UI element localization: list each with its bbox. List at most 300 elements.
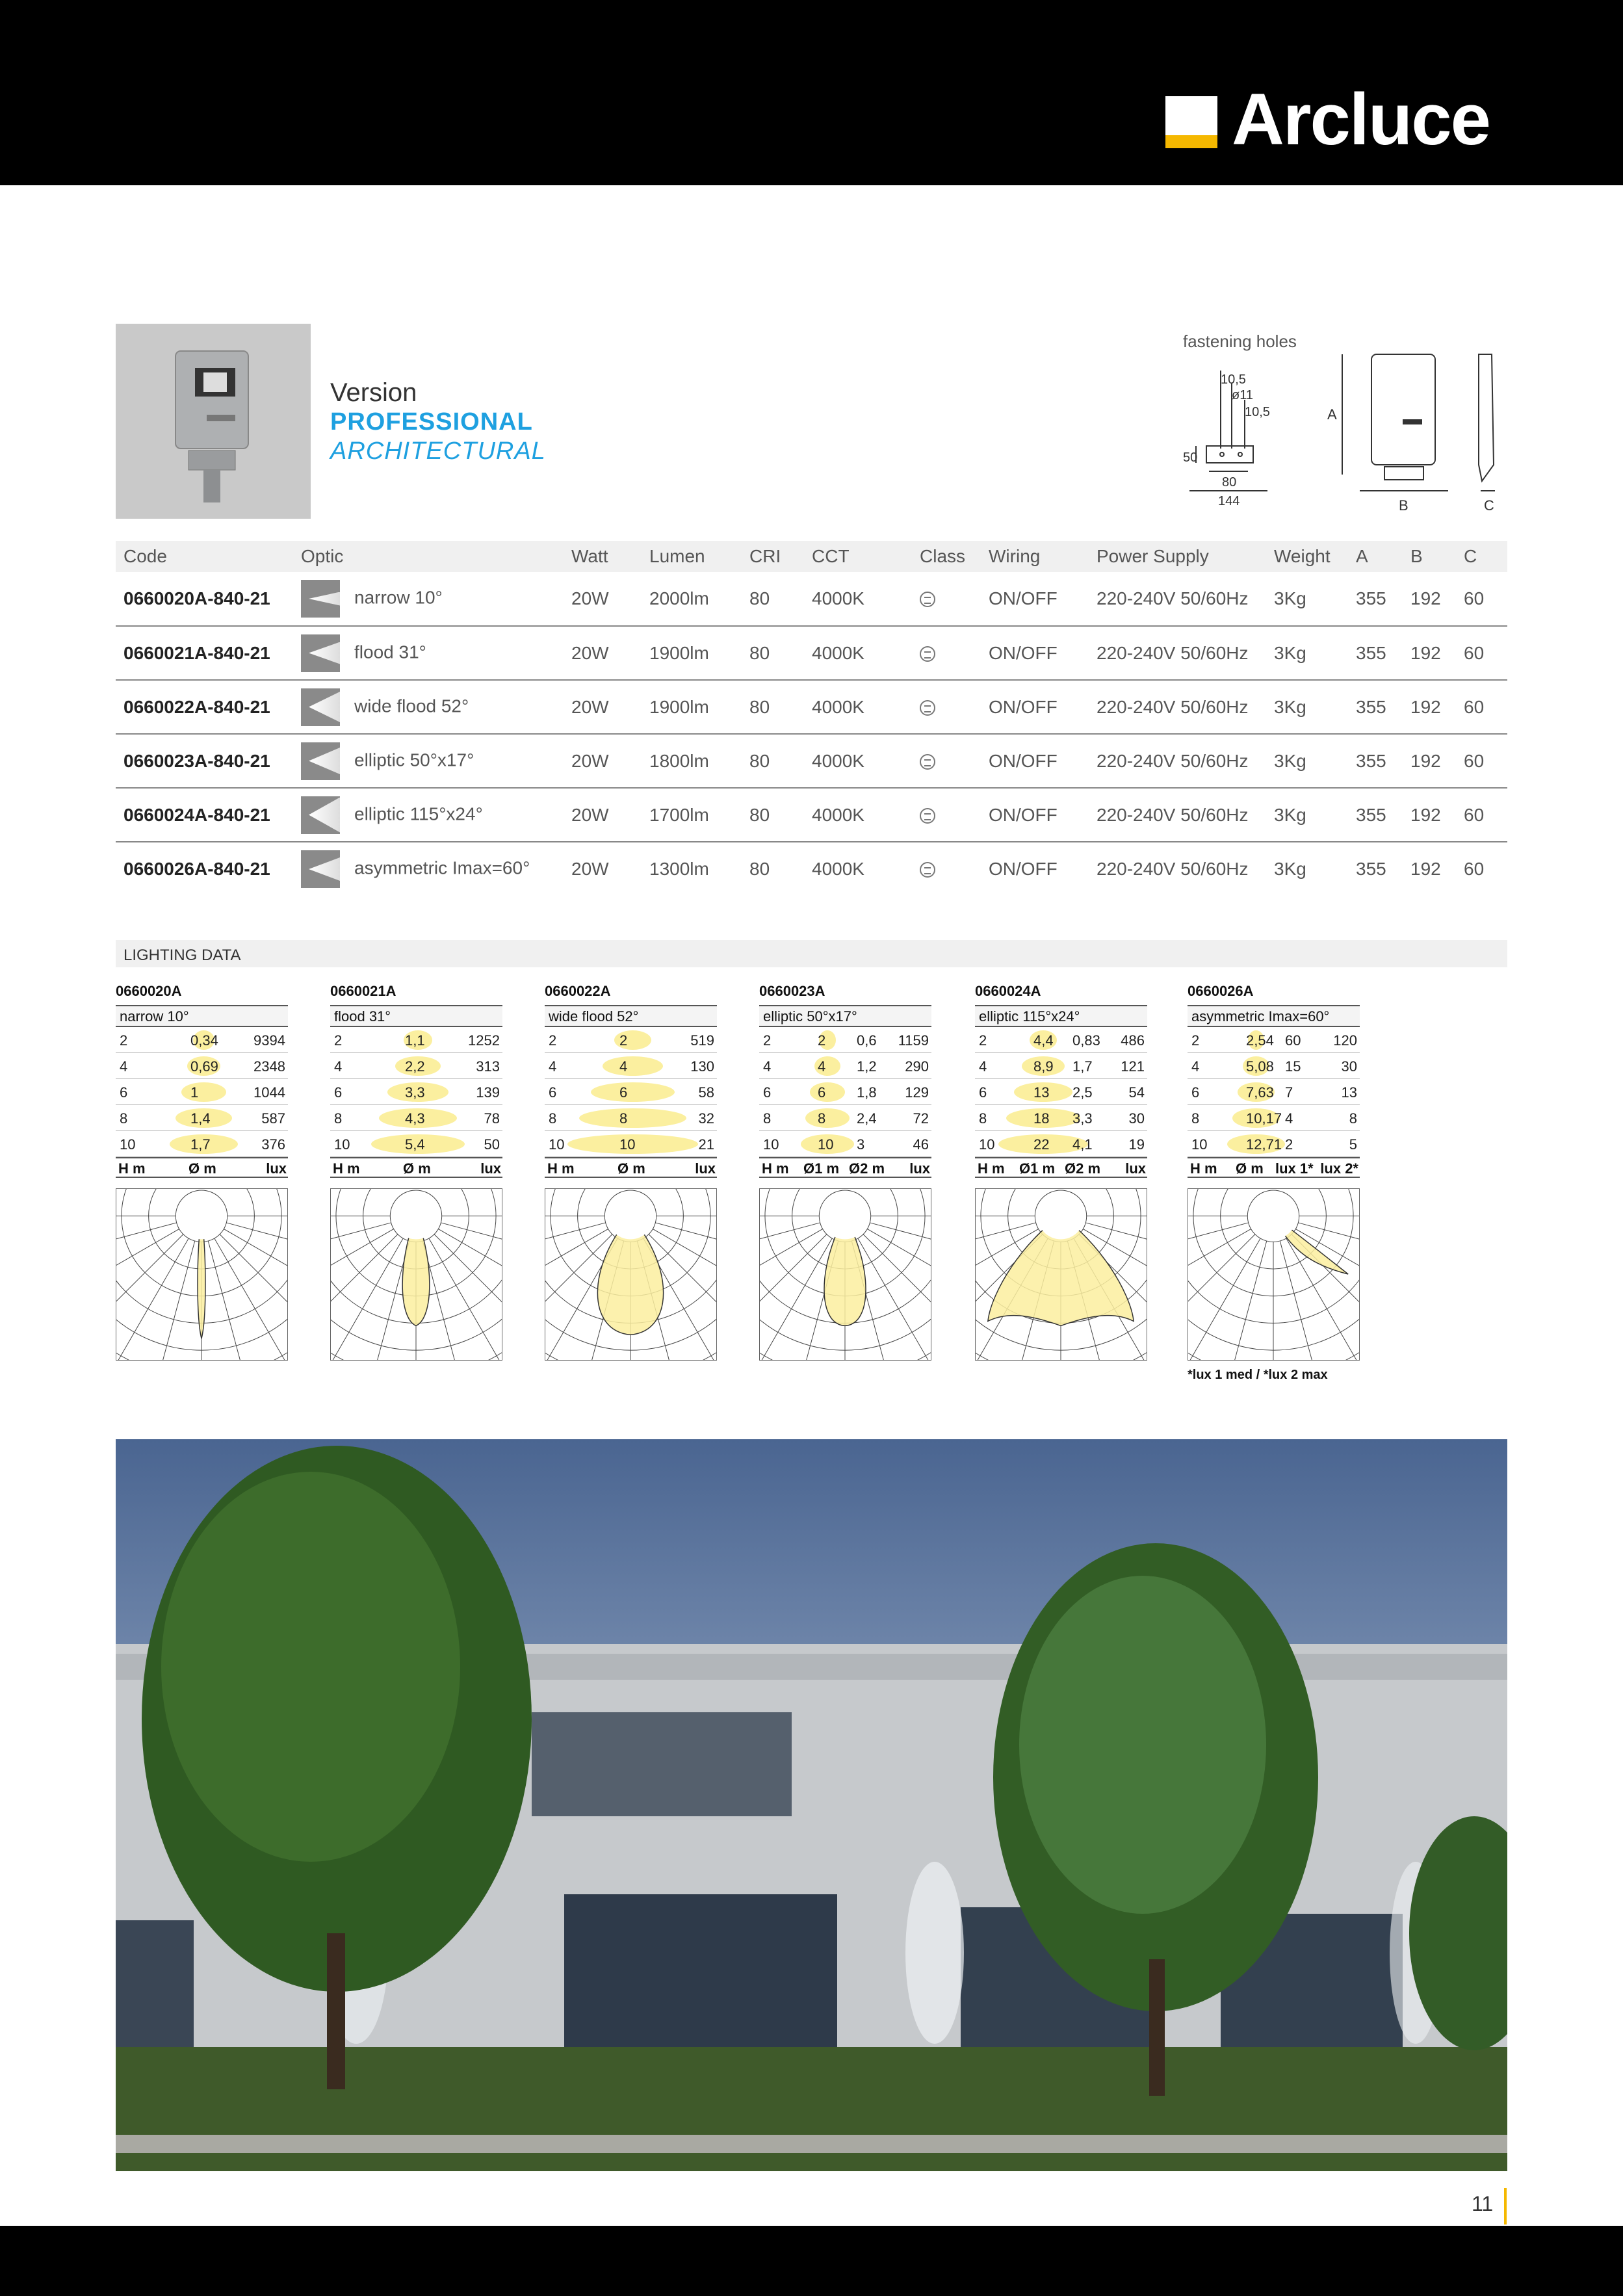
lighting-row	[975, 1131, 1147, 1157]
lighting-block	[975, 983, 1147, 1364]
lighting-value: 2,4	[857, 1110, 877, 1127]
lighting-code: 0660023A	[759, 983, 825, 999]
col-header: Wiring	[981, 541, 1089, 572]
lighting-row	[116, 1079, 288, 1105]
lighting-unit-label: H m	[333, 1160, 360, 1177]
table-row	[116, 788, 1507, 842]
power-cell: 220-240V 50/60Hz	[1089, 734, 1266, 788]
lighting-value: 130	[690, 1058, 714, 1075]
class-cell	[912, 734, 981, 788]
cct-cell: 4000K	[804, 572, 912, 626]
a-cell: 355	[1348, 626, 1403, 680]
col-header: CCT	[804, 541, 912, 572]
class-cell	[912, 842, 981, 896]
lighting-row	[330, 1079, 502, 1105]
beam-shape	[591, 1082, 675, 1102]
optic-label: asymmetric Imax=60°	[354, 857, 530, 878]
cri-cell: 80	[742, 680, 804, 734]
col-header: A	[1348, 541, 1403, 572]
lighting-value: 2,54	[1246, 1032, 1274, 1049]
lighting-row	[975, 1053, 1147, 1079]
optic-icon	[301, 850, 340, 888]
earth-class-icon	[920, 862, 935, 878]
lighting-unit-label: H m	[762, 1160, 789, 1177]
lighting-value: 6	[979, 1084, 987, 1101]
earth-class-icon	[920, 754, 935, 770]
cct-cell: 4000K	[804, 734, 912, 788]
col-header: B	[1403, 541, 1456, 572]
weight-cell: 3Kg	[1266, 572, 1348, 626]
lighting-value: 4	[619, 1058, 628, 1075]
b-cell: 192	[1410, 859, 1441, 879]
lighting-unit-label: lux 2*	[1320, 1160, 1358, 1177]
lux-footnote: *lux 1 med / *lux 2 max	[1188, 1368, 1328, 1382]
lighting-value: 4,1	[1072, 1136, 1093, 1153]
product-code: 0660024A-840-21	[116, 788, 293, 842]
lighting-footer	[759, 1157, 931, 1178]
lighting-row	[1188, 1131, 1360, 1157]
lighting-unit-label: Ø m	[1236, 1160, 1264, 1177]
table-row	[116, 626, 1507, 680]
beam-shape	[603, 1056, 663, 1076]
lighting-row	[330, 1027, 502, 1053]
lighting-value: 4	[120, 1058, 128, 1075]
optic-icon	[301, 580, 340, 618]
version-architectural: ARCHITECTURAL	[330, 437, 546, 465]
lighting-value: 376	[261, 1136, 285, 1153]
lighting-unit-label: H m	[978, 1160, 1005, 1177]
lighting-value: 0,6	[857, 1032, 877, 1049]
lighting-block	[1188, 983, 1360, 1364]
lighting-value: 8	[818, 1110, 826, 1127]
table-row	[116, 680, 1507, 734]
lighting-value: 1,4	[190, 1110, 211, 1127]
lighting-value: 6	[763, 1084, 772, 1101]
fastening-holes-caption: fastening holes	[1183, 332, 1297, 351]
col-header: Class	[912, 541, 981, 572]
optic-cell	[293, 626, 564, 680]
lighting-value: 2,5	[1072, 1084, 1093, 1101]
lighting-footer	[116, 1157, 288, 1178]
lighting-value: 10	[549, 1136, 565, 1153]
optic-icon	[301, 634, 340, 672]
dim-width-2: 144	[1218, 494, 1240, 508]
lighting-value: 10	[334, 1136, 350, 1153]
beam-shape	[181, 1082, 226, 1102]
lighting-value: 9394	[253, 1032, 285, 1049]
lighting-optic-name: flood 31°	[330, 1005, 502, 1027]
lighting-footer	[1188, 1157, 1360, 1178]
brand-logo	[1165, 79, 1555, 160]
technical-drawing	[1176, 351, 1514, 520]
class-cell	[912, 626, 981, 680]
weight-cell: 3Kg	[1266, 626, 1348, 680]
lighting-unit-label: lux	[1125, 1160, 1146, 1177]
c-cell: 60	[1456, 626, 1507, 680]
optic-icon	[301, 688, 340, 726]
lighting-unit-label: Ø1 m	[803, 1160, 840, 1177]
lighting-unit-label: Ø2 m	[849, 1160, 885, 1177]
lighting-value: 587	[261, 1110, 285, 1127]
watt-cell: 20W	[564, 788, 642, 842]
lighting-footer	[975, 1157, 1147, 1178]
lumen-cell: 1300lm	[649, 859, 709, 879]
lighting-value: 6	[334, 1084, 343, 1101]
lighting-row	[116, 1131, 288, 1157]
lumen-cell: 1800lm	[642, 734, 742, 788]
dim-a: A	[1327, 406, 1337, 423]
lighting-value: 10	[619, 1136, 636, 1153]
optic-label: flood 31°	[354, 641, 426, 662]
lighting-value: 313	[476, 1058, 500, 1075]
lighting-value: 10	[818, 1136, 834, 1153]
product-code: 0660020A-840-21	[116, 572, 293, 626]
product-spec-table	[116, 541, 1507, 896]
lighting-value: 4	[763, 1058, 772, 1075]
lighting-value: 18	[1033, 1110, 1050, 1127]
installation-photo	[116, 1439, 1507, 2171]
lighting-block	[330, 983, 502, 1364]
lighting-value: 2,2	[405, 1058, 425, 1075]
beam-shape	[810, 1082, 845, 1102]
product-code: 0660022A-840-21	[116, 680, 293, 734]
lighting-value: 8	[619, 1110, 628, 1127]
col-header: CRI	[742, 541, 804, 572]
lighting-row	[116, 1053, 288, 1079]
col-header: Watt	[564, 541, 642, 572]
lighting-row	[116, 1105, 288, 1131]
dim-2: ø11	[1232, 388, 1253, 402]
lighting-unit-label: lux	[480, 1160, 501, 1177]
lighting-block	[545, 983, 717, 1364]
lighting-value: 3,3	[1072, 1110, 1093, 1127]
dim-1: 10,5	[1221, 372, 1246, 387]
dim-3: 10,5	[1245, 405, 1270, 419]
lighting-optic-name: elliptic 50°x17°	[759, 1005, 931, 1027]
lighting-value: 1,1	[405, 1032, 425, 1049]
lighting-row	[759, 1027, 931, 1053]
col-header: Optic	[293, 541, 564, 572]
lighting-unit-label: H m	[547, 1160, 575, 1177]
lighting-value: 4,4	[1033, 1032, 1054, 1049]
lighting-value: 2	[979, 1032, 987, 1049]
table-row	[116, 734, 1507, 788]
table-row	[116, 572, 1507, 626]
lighting-value: 8,9	[1033, 1058, 1054, 1075]
beam-shape	[579, 1108, 686, 1128]
cri-cell: 80	[742, 626, 804, 680]
b-cell: 192	[1403, 788, 1456, 842]
lighting-data-title: LIGHTING DATA	[116, 940, 1507, 967]
watt-cell: 20W	[564, 680, 642, 734]
lighting-value: 72	[913, 1110, 929, 1127]
lighting-value: 6	[549, 1084, 557, 1101]
polar-diagram	[545, 1188, 717, 1361]
c-cell: 60	[1456, 680, 1507, 734]
product-code: 0660021A-840-21	[116, 626, 293, 680]
a-cell: 355	[1348, 680, 1403, 734]
lighting-row	[759, 1131, 931, 1157]
polar-diagram	[330, 1188, 502, 1361]
lighting-value: 290	[905, 1058, 929, 1075]
lighting-value: 50	[484, 1136, 500, 1153]
beam-shape	[805, 1108, 850, 1128]
weight-cell: 3Kg	[1266, 734, 1348, 788]
lighting-unit-label: H m	[118, 1160, 146, 1177]
lighting-value: 2	[1285, 1136, 1293, 1153]
weight-cell: 3Kg	[1266, 680, 1348, 734]
b-cell: 192	[1403, 626, 1456, 680]
lighting-value: 8	[763, 1110, 772, 1127]
lighting-value: 6	[120, 1084, 128, 1101]
lighting-value: 12,71	[1246, 1136, 1282, 1153]
table-row	[116, 842, 1507, 896]
lighting-value: 6	[619, 1084, 628, 1101]
lighting-value: 2	[120, 1032, 128, 1049]
lighting-value: 1,2	[857, 1058, 877, 1075]
a-cell: 355	[1356, 859, 1386, 879]
lighting-value: 1159	[898, 1032, 929, 1049]
lighting-value: 1044	[253, 1084, 285, 1101]
lighting-value: 21	[698, 1136, 714, 1153]
power-cell: 220-240V 50/60Hz	[1089, 788, 1266, 842]
lighting-value: 2	[549, 1032, 557, 1049]
lighting-value: 4	[1285, 1110, 1293, 1127]
lighting-value: 519	[690, 1032, 714, 1049]
c-cell: 60	[1456, 572, 1507, 626]
lighting-code: 0660020A	[116, 983, 182, 999]
c-cell: 60	[1456, 734, 1507, 788]
lighting-value: 3	[857, 1136, 865, 1153]
logo-mark-icon	[1165, 96, 1217, 148]
header-bar	[0, 0, 1623, 185]
lighting-value: 120	[1333, 1032, 1357, 1049]
optic-label: elliptic 115°x24°	[354, 803, 483, 824]
lighting-row	[759, 1053, 931, 1079]
lighting-value: 46	[913, 1136, 929, 1153]
lighting-value: 4	[549, 1058, 557, 1075]
b-cell: 192	[1403, 572, 1456, 626]
lighting-optic-name: asymmetric Imax=60°	[1188, 1005, 1360, 1027]
col-header: Lumen	[642, 541, 742, 572]
lighting-value: 4	[979, 1058, 987, 1075]
lighting-value: 6	[1191, 1084, 1200, 1101]
watt-cell: 20W	[564, 734, 642, 788]
polar-diagram	[975, 1188, 1147, 1361]
lighting-value: 1	[190, 1084, 199, 1101]
lighting-row	[1188, 1053, 1360, 1079]
optic-cell	[293, 734, 564, 788]
lighting-block	[116, 983, 288, 1364]
optic-cell	[293, 788, 564, 842]
lighting-value: 10	[1191, 1136, 1208, 1153]
c-cell: 60	[1456, 788, 1507, 842]
lighting-value: 0,69	[190, 1058, 218, 1075]
lighting-value: 1,7	[1072, 1058, 1093, 1075]
lighting-row	[759, 1079, 931, 1105]
lighting-value: 2348	[253, 1058, 285, 1075]
class-cell	[912, 680, 981, 734]
lighting-unit-label: H m	[1190, 1160, 1217, 1177]
cct-cell: 4000K	[804, 626, 912, 680]
version-professional: PROFESSIONAL	[330, 408, 533, 436]
lighting-code: 0660021A	[330, 983, 396, 999]
power-cell: 220-240V 50/60Hz	[1097, 859, 1249, 879]
lighting-row	[975, 1105, 1147, 1131]
lighting-optic-name: wide flood 52°	[545, 1005, 717, 1027]
product-image	[116, 324, 311, 519]
wiring-cell: ON/OFF	[981, 788, 1089, 842]
lighting-row	[330, 1131, 502, 1157]
lighting-value: 5,4	[405, 1136, 425, 1153]
earth-class-icon	[920, 646, 935, 662]
watt-cell: 20W	[564, 572, 642, 626]
lighting-value: 2	[818, 1032, 826, 1049]
footer-bar	[0, 2226, 1623, 2296]
lighting-value: 8	[549, 1110, 557, 1127]
weight-cell: 3Kg	[1266, 788, 1348, 842]
lighting-footer	[330, 1157, 502, 1178]
lighting-row	[975, 1027, 1147, 1053]
polar-diagram	[1188, 1188, 1360, 1361]
earth-class-icon	[920, 592, 935, 607]
lighting-value: 60	[1285, 1032, 1301, 1049]
col-header: C	[1456, 541, 1507, 572]
lighting-value: 0,34	[190, 1032, 218, 1049]
lighting-value: 78	[484, 1110, 500, 1127]
power-cell: 220-240V 50/60Hz	[1089, 626, 1266, 680]
lighting-value: 1,7	[190, 1136, 211, 1153]
cct-cell: 4000K	[804, 680, 912, 734]
lighting-value: 3,3	[405, 1084, 425, 1101]
lighting-optic-name: narrow 10°	[116, 1005, 288, 1027]
lighting-row	[330, 1105, 502, 1131]
cct-cell: 4000K	[812, 859, 864, 879]
b-cell: 192	[1403, 734, 1456, 788]
lighting-row	[545, 1079, 717, 1105]
product-code: 0660026A-840-21	[123, 859, 270, 879]
lighting-value: 30	[1128, 1110, 1145, 1127]
lumen-cell: 2000lm	[642, 572, 742, 626]
wiring-cell: ON/OFF	[989, 859, 1058, 879]
lighting-value: 486	[1121, 1032, 1145, 1049]
lighting-value: 139	[476, 1084, 500, 1101]
optic-label: narrow 10°	[354, 587, 443, 608]
lighting-unit-label: lux	[909, 1160, 930, 1177]
cri-cell: 80	[742, 788, 804, 842]
lighting-code: 0660026A	[1188, 983, 1254, 999]
lighting-code: 0660022A	[545, 983, 611, 999]
optic-icon	[301, 796, 340, 834]
cri-cell: 80	[742, 572, 804, 626]
lighting-value: 2	[1191, 1032, 1200, 1049]
earth-class-icon	[920, 808, 935, 824]
watt-cell: 20W	[571, 859, 609, 879]
lighting-row	[545, 1131, 717, 1157]
lighting-value: 8	[1191, 1110, 1200, 1127]
lighting-value: 15	[1285, 1058, 1301, 1075]
page-marker	[1504, 2188, 1507, 2224]
lighting-value: 4	[1191, 1058, 1200, 1075]
lighting-value: 2	[619, 1032, 628, 1049]
lighting-value: 10	[763, 1136, 779, 1153]
lighting-value: 8	[120, 1110, 128, 1127]
lighting-unit-label: Ø2 m	[1065, 1160, 1101, 1177]
dim-c: C	[1484, 497, 1494, 514]
class-cell	[912, 572, 981, 626]
lighting-row	[1188, 1105, 1360, 1131]
lighting-value: 8	[979, 1110, 987, 1127]
lighting-value: 13	[1341, 1084, 1357, 1101]
optic-label: elliptic 50°x17°	[354, 749, 474, 770]
col-header: Code	[116, 541, 293, 572]
lighting-value: 32	[698, 1110, 714, 1127]
lighting-row	[545, 1053, 717, 1079]
product-code: 0660023A-840-21	[116, 734, 293, 788]
lighting-unit-label: lux	[695, 1160, 716, 1177]
optic-cell	[293, 572, 564, 626]
class-cell	[912, 788, 981, 842]
lumen-cell: 1700lm	[642, 788, 742, 842]
lighting-value: 5,08	[1246, 1058, 1274, 1075]
lighting-value: 19	[1128, 1136, 1145, 1153]
lighting-row	[759, 1105, 931, 1131]
lighting-value: 10	[120, 1136, 136, 1153]
lighting-row	[1188, 1079, 1360, 1105]
lighting-optic-name: elliptic 115°x24°	[975, 1005, 1147, 1027]
lighting-value: 13	[1033, 1084, 1050, 1101]
lighting-row	[330, 1053, 502, 1079]
lighting-value: 8	[334, 1110, 343, 1127]
col-header: Power Supply	[1089, 541, 1266, 572]
lighting-unit-label: Ø m	[617, 1160, 645, 1177]
lighting-unit-label: lux 1*	[1275, 1160, 1314, 1177]
dim-height: 50	[1183, 450, 1198, 465]
lighting-value: 7,63	[1246, 1084, 1274, 1101]
version-block	[330, 378, 546, 465]
lighting-value: 10,17	[1246, 1110, 1282, 1127]
table-header-row	[116, 541, 1507, 572]
lighting-value: 2	[334, 1032, 343, 1049]
lighting-code: 0660024A	[975, 983, 1041, 999]
version-label: Version	[330, 378, 417, 407]
lighting-value: 6	[818, 1084, 826, 1101]
wiring-cell: ON/OFF	[981, 734, 1089, 788]
lighting-value: 4	[818, 1058, 826, 1075]
lumen-cell: 1900lm	[642, 626, 742, 680]
lighting-row	[1188, 1027, 1360, 1053]
lumen-cell: 1900lm	[642, 680, 742, 734]
lighting-value: 4	[334, 1058, 343, 1075]
lighting-value: 4,3	[405, 1110, 425, 1127]
lighting-row	[975, 1079, 1147, 1105]
lighting-footer	[545, 1157, 717, 1178]
lighting-value: 8	[1349, 1110, 1357, 1127]
optic-cell	[293, 680, 564, 734]
power-cell: 220-240V 50/60Hz	[1089, 572, 1266, 626]
lighting-value: 7	[1285, 1084, 1293, 1101]
lighting-value: 1,8	[857, 1084, 877, 1101]
col-header: Weight	[1266, 541, 1348, 572]
optic-cell	[293, 842, 564, 896]
lighting-value: 30	[1341, 1058, 1357, 1075]
page-number: 11	[1472, 2192, 1494, 2215]
lighting-unit-label: lux	[266, 1160, 287, 1177]
wiring-cell: ON/OFF	[981, 680, 1089, 734]
lighting-value: 10	[979, 1136, 995, 1153]
dim-b: B	[1399, 497, 1409, 514]
lighting-value: 5	[1349, 1136, 1357, 1153]
